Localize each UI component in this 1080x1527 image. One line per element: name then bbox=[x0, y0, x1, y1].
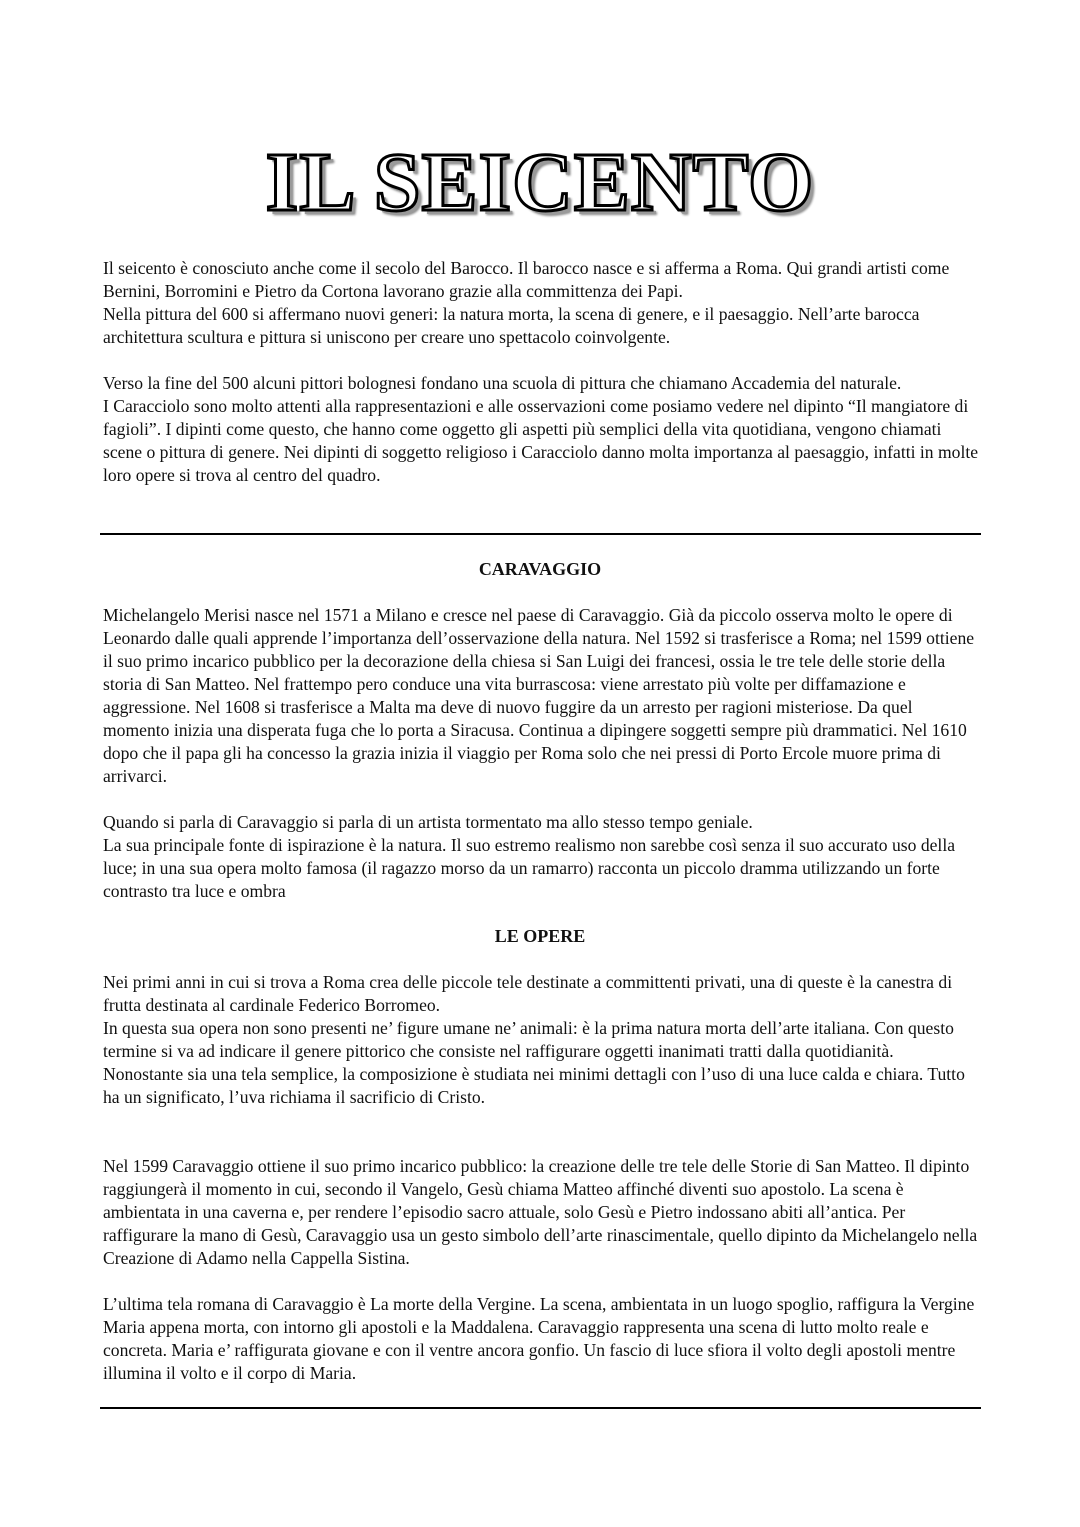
opere-canestra bbox=[103, 971, 983, 1109]
intro-paragraph-2: Nella pittura del 600 si affermano nuovi generi: la natura morta, la scena di genere, e il paesaggio. Nell’arte barocca architettura scultura e pittura si uniscono per creare uno spettacolo coinvolgente. bbox=[103, 304, 920, 347]
caravaggio-paragraph-2: Quando si parla di Caravaggio si parla di un artista tormentato ma allo stesso tempo geniale. bbox=[103, 812, 753, 832]
caravaggio-paragraph-3: La sua principale fonte di ispirazione è la natura. Il suo estremo realismo non sarebbe così senza il suo accurato uso della luce; in una sua opera molto famosa (il ragazzo morso da un ramarro) racconta un piccolo dramma utilizzando un forte contrasto tra luce e ombra bbox=[103, 835, 956, 901]
opere-paragraph-1: Nei primi anni in cui si trova a Roma crea delle piccole tele destinate a committenti privati, una di queste è la canestra di frutta destinata al cardinale Federico Borromeo. bbox=[103, 972, 953, 1015]
opere-morte-vergine bbox=[103, 1293, 983, 1385]
opere-san-matteo bbox=[103, 1155, 983, 1270]
opere-paragraph-4: Nel 1599 Caravaggio ottiene il suo primo incarico pubblico: la creazione delle tre tele delle Storie di San Matteo. Il dipinto raggiungerà il momento in cui, secondo il Vangelo, Gesù chiama Matteo affinché diventi suo apostolo. La scena è ambientata in una caverna e, per rendere l’episodio sacro attuale, solo Gesù e Pietro indossano abiti all’antica. Per raffigurare la mano di Gesù, Caravaggio usa un gesto simbolo dell’arte rinascimentale, quello dipinto da Michelangelo nella Creazione di Adamo nella Cappella Sistina. bbox=[103, 1156, 978, 1268]
opere-paragraph-3: Nonostante sia una tela semplice, la composizione è studiata nei minimi dettagli con l’uso di una luce calda e chiara. Tutto ha un significato, l’uva richiama il sacrificio di Cristo. bbox=[103, 1064, 965, 1107]
section-divider-bottom bbox=[100, 1407, 981, 1409]
caravaggio-biography bbox=[103, 604, 983, 788]
caravaggio-heading: CARAVAGGIO bbox=[478, 559, 602, 579]
opere-paragraph-5: L’ultima tela romana di Caravaggio è La morte della Vergine. La scena, ambientata in un luogo spoglio, raffigura la Vergine Maria appena morta, con intorno gli apostoli e la Maddalena. Caravaggio rappresenta una scena di lutto molto reale e concreta. Maria e’ raffigurata giovane e con il ventre ancora gonfio. Un fascio di luce sfiora il volto degli apostoli mentre illumina il volto e il corpo di Maria. bbox=[103, 1294, 975, 1383]
caravaggio-paragraph-1: Michelangelo Merisi nasce nel 1571 a Milano e cresce nel paese di Caravaggio. Già da piccolo osserva molto le opere di Leonardo dalle quali apprende l’importanza dell’osservazione della natura. Nel 1592 si trasferisce a Roma; nel 1599 ottiene il suo primo incarico pubblico per la decorazione della chiesa si San Luigi dei francesi, ossia le tre tele delle storie della storia di San Matteo. Nel frattempo pero conduce una vita burrascosa: viene arrestato più volte per diffamazione e aggressione. Nel 1608 si trasferisce a Malta ma deve di nuovo fuggire da un arresto per ragioni misteriose. Da quel momento inizia una disperata fuga che lo porta a Siracusa. Continua a dipingere soggetti sempre più drammatici. Nel 1610 dopo che il papa gli ha concesso la grazia inizia il viaggio per Roma solo che nei pressi di Porto Ercole muore prima di arrivarci. bbox=[103, 605, 975, 786]
intro-paragraph-3: Verso la fine del 500 alcuni pittori bolognesi fondano una scuola di pittura che chiamano Accademia del naturale. bbox=[103, 373, 902, 393]
section-divider-top bbox=[100, 533, 981, 535]
page-title: IL SEICENTO bbox=[265, 136, 815, 229]
opere-heading: LE OPERE bbox=[494, 926, 586, 946]
intro-section-2 bbox=[103, 372, 983, 487]
opere-paragraph-2: In questa sua opera non sono presenti ne’ figure umane ne’ animali: è la prima natura morta dell’arte italiana. Con questo termine si va ad indicare il genere pittorico che consiste nel raffigurare oggetti inanimati tratti dalla quotidianità. bbox=[103, 1018, 954, 1061]
intro-paragraph-1: Il seicento è conosciuto anche come il secolo del Barocco. Il barocco nasce e si afferma a Roma. Qui grandi artisti come Bernini, Borromini e Pietro da Cortona lavorano grazie alla committenza dei Papi. bbox=[103, 258, 950, 301]
caravaggio-style bbox=[103, 811, 983, 903]
intro-section-1 bbox=[103, 257, 983, 349]
intro-paragraph-4: I Caracciolo sono molto attenti alla rappresentazioni e alle osservazioni come posiamo vedere nel dipinto “Il mangiatore di fagioli”. I dipinti come questo, che hanno come oggetto gli aspetti più semplici della vita quotidiana, vengono chiamati scene o pittura di genere. Nei dipinti di soggetto religioso i Caracciolo danno molta importanza al paesaggio, infatti in molte loro opere si trova al centro del quadro. bbox=[103, 396, 979, 485]
